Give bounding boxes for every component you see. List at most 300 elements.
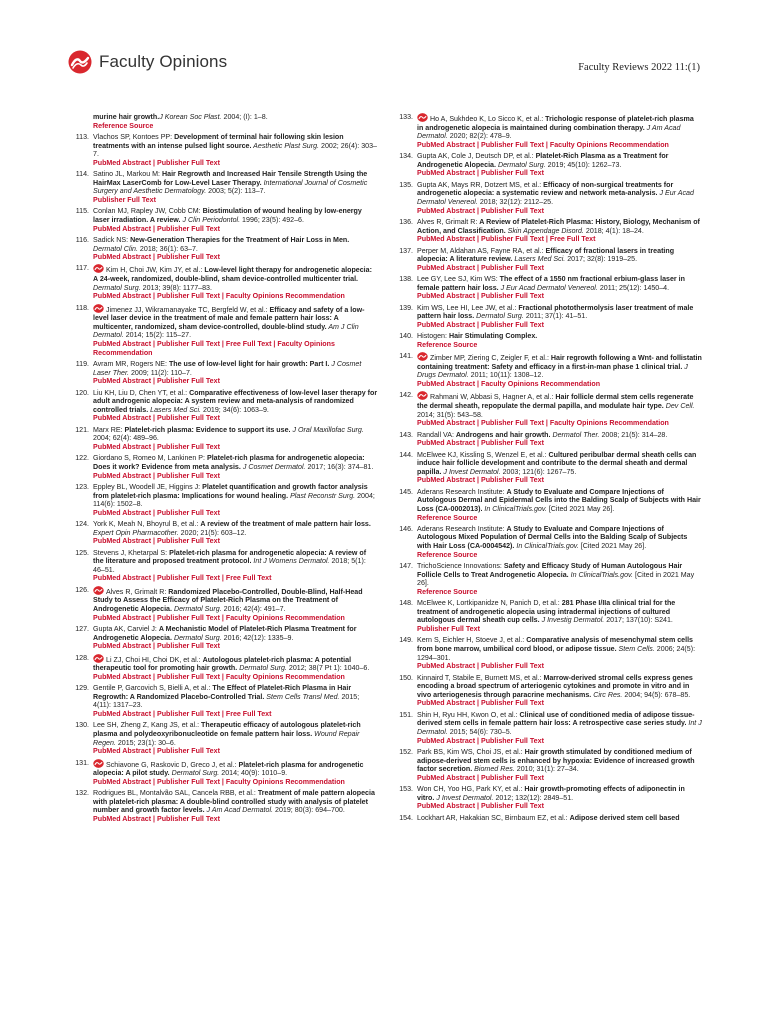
reference-title: Marrow-derived stromal cells express genes encoding a broad spectrum of arteriogenic cytokines and promote in vitro and in vivo arteriogenesis through paracrine mechanisms. bbox=[417, 673, 693, 699]
reference-authors: Vlachos SP, Kontoes PP: bbox=[93, 132, 175, 141]
reference-title: Hair follicle dermal stem cells regenerate the dermal sheath, repopulate the dermal papilla, and modulate hair type. bbox=[417, 393, 694, 410]
reference-title: Autologous platelet-rich plasma: A potential therapeutic tool for promoting hair growth. bbox=[93, 655, 352, 673]
reference-links[interactable]: PubMed Abstract | Publisher Full Text | Faculty Opinions Recommendation bbox=[93, 777, 345, 786]
reference-number: 147. bbox=[399, 562, 413, 571]
reference-source: International Journal of Cosmetic Surgery and Aesthetic Dermatology. bbox=[93, 178, 368, 196]
reference-entry bbox=[397, 785, 702, 811]
reference-authors: Gupta AK, Mays RR, Dotzert MS, et al.: bbox=[417, 180, 544, 189]
reference-authors: Zimber MP, Ziering C, Zeigler F, et al.: bbox=[430, 354, 551, 363]
reference-source: In ClinicalTrials.gov. bbox=[514, 542, 579, 551]
reference-number: 140. bbox=[399, 332, 413, 341]
reference-links[interactable]: Reference Source bbox=[417, 513, 478, 522]
reference-entry bbox=[73, 207, 378, 233]
reference-entry bbox=[73, 520, 378, 546]
reference-title: Efficacy of fractional lasers in treating alopecia: A literature review. bbox=[417, 246, 675, 264]
reference-entry bbox=[397, 152, 702, 178]
reference-number: 115. bbox=[75, 207, 89, 216]
reference-title: A Mechanistic Model of Platelet-Rich Plasma Treatment for Androgenetic Alopecia. bbox=[93, 625, 357, 642]
reference-source: Dermatol Surg. bbox=[171, 633, 222, 642]
reference-links[interactable]: PubMed Abstract | Publisher Full Text bbox=[93, 747, 220, 756]
reference-authors: Alves R, Grimalt R: bbox=[417, 217, 480, 226]
reference-number: 117. bbox=[75, 264, 89, 273]
reference-entry bbox=[73, 483, 378, 517]
references-left-column bbox=[73, 113, 378, 826]
reference-authors: Conlan MJ, Rapley JW, Cobb CM: bbox=[93, 207, 203, 216]
reference-links[interactable]: PubMed Abstract | Publisher Full Text bbox=[417, 802, 544, 811]
reference-links[interactable]: PubMed Abstract | Faculty Opinions Recommendation bbox=[417, 380, 601, 388]
references-right-column bbox=[397, 113, 702, 825]
reference-entry bbox=[397, 275, 702, 301]
reference-citation: 2012; 38(7 Pt 1): 1040–6. bbox=[286, 664, 370, 673]
reference-title: The use of low-level light for hair growth: Part I. bbox=[168, 360, 330, 369]
reference-links[interactable]: PubMed Abstract | Publisher Full Text bbox=[417, 773, 544, 782]
reference-entry bbox=[397, 488, 702, 522]
reference-links[interactable]: PubMed Abstract | Publisher Full Text bbox=[93, 158, 220, 167]
reference-source: Stem Cells Transl Med. bbox=[264, 692, 340, 701]
reference-title: New-Generation Therapies for the Treatment of Hair Loss in Men. bbox=[130, 235, 350, 244]
reference-links[interactable]: PubMed Abstract | Publisher Full Text | Faculty Opinions Recommendation bbox=[417, 419, 669, 428]
reference-number: 137. bbox=[399, 246, 413, 255]
reference-source: Lasers Med Sci. bbox=[512, 255, 566, 264]
reference-links[interactable]: PubMed Abstract | Publisher Full Text bbox=[93, 537, 220, 546]
reference-authors: Lockhart AR, Hakakian SC, Birnbaum EZ, et al.: bbox=[417, 813, 570, 822]
reference-entry bbox=[397, 352, 702, 388]
reference-title: Clinical use of conditioned media of adipose tissue-derived stem cells in female pattern hair loss: A retrospective case series study. bbox=[417, 710, 695, 728]
reference-source: J Investig Dermatol. bbox=[539, 616, 605, 625]
reference-citation: 2018; 32(12): 2112–25. bbox=[477, 197, 554, 206]
reference-number: 126. bbox=[75, 585, 89, 594]
reference-entry bbox=[397, 113, 702, 149]
reference-number: 120. bbox=[75, 388, 89, 397]
reference-authors: Kim H, Choi JW, Kim JY, et al.: bbox=[106, 266, 205, 275]
reference-source: Dermatol Ther. bbox=[550, 430, 600, 439]
reference-citation: 2015; 23(1): 30–6. bbox=[115, 738, 176, 747]
logo-text: Faculty Opinions bbox=[99, 52, 228, 71]
reference-links[interactable]: PubMed Abstract | Publisher Full Text | Faculty Opinions Recommendation bbox=[93, 292, 345, 301]
reference-authors: McElwee K, Lortkipanidze N, Panich D, et al.: bbox=[417, 599, 562, 608]
reference-citation: 2013; 39(8): 1177–83. bbox=[140, 283, 212, 292]
reference-entry bbox=[73, 789, 378, 823]
reference-source: Dermatol Surg. bbox=[93, 283, 141, 292]
reference-source: Dermatol Surg. bbox=[495, 160, 546, 169]
reference-citation: 2003; 5(2): 113–7. bbox=[206, 187, 266, 196]
reference-source: Wound Repair Regen. bbox=[93, 729, 360, 747]
reference-authors: Perper M, Aldahan AS, Fayne RA, et al.: bbox=[417, 246, 546, 255]
reference-citation: 2004; 94(5): 678–85. bbox=[622, 690, 691, 699]
reference-number: 154. bbox=[399, 813, 413, 822]
reference-number: 153. bbox=[399, 785, 413, 794]
reference-title: A Review of Platelet-Rich Plasma: History, Biology, Mechanism of Action, and Classification. bbox=[417, 217, 700, 235]
reference-title: Cultured peribulbar dermal sheath cells can induce hair follicle development and contribute to the dermal sheath and dermal papilla. bbox=[417, 450, 697, 476]
faculty-opinions-badge-icon bbox=[93, 654, 104, 663]
reference-citation: 2016; 42(4): 491–7. bbox=[221, 605, 286, 614]
reference-authors: Kim WS, Lee HI, Lee JW, et al.: bbox=[417, 303, 519, 312]
reference-source: J Eur Acad Dermatol Venereol. bbox=[417, 189, 694, 206]
reference-authors: Schiavone G, Raskovic D, Greco J, et al.: bbox=[106, 760, 239, 769]
reference-links[interactable]: Reference Source bbox=[417, 550, 478, 559]
reference-citation: 2018; 4(1): 18–24. bbox=[583, 226, 644, 235]
reference-entry bbox=[397, 562, 702, 596]
reference-citation: 2020; 21(5): 603–12. bbox=[178, 528, 247, 537]
reference-entry bbox=[397, 525, 702, 559]
reference-source: J Eur Acad Dermatol Venereol. bbox=[498, 283, 598, 292]
reference-entry bbox=[397, 247, 702, 273]
reference-entry bbox=[73, 236, 378, 262]
reference-number: 114. bbox=[75, 170, 89, 179]
reference-number: 132. bbox=[75, 789, 89, 798]
reference-authors: Li ZJ, Choi HI, Choi DK, et al.: bbox=[106, 655, 203, 664]
reference-source: Dermatol Clin. bbox=[93, 244, 138, 253]
reference-authors: Jimenez JJ, Wikramanayake TC, Bergfeld W, et al.: bbox=[106, 305, 270, 314]
reference-links[interactable]: PubMed Abstract | Publisher Full Text bbox=[417, 169, 544, 178]
journal-reference: Faculty Reviews 2022 11:(1) bbox=[578, 62, 700, 73]
reference-number: 124. bbox=[75, 520, 89, 529]
reference-source: Dev Cell. bbox=[663, 401, 695, 410]
reference-title: A review of the treatment of male pattern hair loss. bbox=[200, 520, 371, 529]
reference-source: Dermatol Surg. bbox=[169, 769, 220, 778]
reference-source: J Invest Dermatol. bbox=[434, 793, 494, 802]
reference-number: 150. bbox=[399, 673, 413, 682]
reference-entry bbox=[73, 625, 378, 651]
reference-citation: 2014; 15(2): 115–27. bbox=[123, 331, 192, 340]
reference-number: 152. bbox=[399, 747, 413, 756]
reference-links[interactable]: PubMed Abstract | Publisher Full Text | Free Full Text | Faculty Opinions Recommendation bbox=[93, 340, 335, 357]
reference-authors: Stevens J, Khetarpal S: bbox=[93, 548, 170, 557]
reference-title: Hair Stimulating Complex. bbox=[448, 332, 538, 341]
reference-title: Comparative effectiveness of low-level laser therapy for adult androgenic alopecia: A system review and meta-analysis of randomized controlled trials. bbox=[93, 388, 378, 414]
reference-entry bbox=[73, 133, 378, 167]
reference-title: Trichologic response of platelet-rich plasma in androgenetic alopecia is maintained during combination therapy. bbox=[417, 115, 694, 132]
reference-entry bbox=[73, 389, 378, 423]
reference-links[interactable]: PubMed Abstract | Publisher Full Text bbox=[417, 662, 544, 671]
reference-links[interactable]: PubMed Abstract | Publisher Full Text bbox=[93, 414, 220, 423]
reference-title: Platelet-rich plasma: Evidence to support its use. bbox=[124, 425, 291, 434]
reference-authors: Rahmani W, Abbasi S, Hagner A, et al.: bbox=[430, 393, 556, 402]
reference-citation: [Cited 2021 May 26]. bbox=[546, 504, 615, 513]
reference-title: Hair growth-promoting effects of adiponectin in vitro. bbox=[417, 785, 685, 802]
reference-entry bbox=[397, 674, 702, 708]
reference-number: 129. bbox=[75, 684, 89, 693]
reference-links[interactable]: PubMed Abstract | Publisher Full Text bbox=[93, 442, 220, 451]
reference-links[interactable]: Reference Source bbox=[417, 340, 478, 349]
reference-citation: 2011; 37(1): 41–51. bbox=[523, 312, 588, 321]
reference-citation: [Cited in 2021 May 26]. bbox=[417, 570, 695, 588]
reference-authors: Satino JL, Markou M: bbox=[93, 170, 162, 179]
reference-source: Plast Reconstr Surg. bbox=[288, 491, 356, 500]
reference-links[interactable]: PubMed Abstract | Publisher Full Text bbox=[93, 508, 220, 517]
reference-number: 133. bbox=[399, 113, 413, 121]
faculty-opinions-logo[interactable] bbox=[68, 50, 227, 74]
reference-citation: 2006; 24(5): 1294–301. bbox=[417, 645, 696, 662]
reference-citation: 2010; 31(1): 27–34. bbox=[514, 765, 579, 774]
reference-links[interactable]: PubMed Abstract | Publisher Full Text | Free Full Text bbox=[417, 235, 596, 244]
reference-citation: 1996; 23(5): 492–6. bbox=[240, 215, 304, 224]
reference-source: Expert Opin Pharmacother. bbox=[93, 528, 179, 537]
reference-number: 144. bbox=[399, 450, 413, 459]
reference-links[interactable]: PubMed Abstract | Publisher Full Text bbox=[93, 814, 220, 823]
reference-entry bbox=[397, 332, 702, 349]
reference-source: J Cosmet Laser Ther. bbox=[93, 360, 362, 377]
reference-links[interactable]: PubMed Abstract | Publisher Full Text bbox=[417, 206, 544, 215]
reference-citation: 2020; 82(2): 478–9. bbox=[447, 132, 512, 141]
reference-links[interactable]: PubMed Abstract | Publisher Full Text | Free Full Text bbox=[93, 709, 272, 718]
reference-entry bbox=[73, 586, 378, 622]
reference-citation: 2004; (I): 1–8. bbox=[221, 113, 268, 121]
reference-number: 151. bbox=[399, 710, 413, 719]
reference-authors: Alves R, Grimalt R: bbox=[106, 587, 169, 596]
reference-source: Lasers Med Sci. bbox=[148, 405, 202, 414]
reference-authors: Ho A, Sukhdeo K, Lo Sicco K, et al.: bbox=[430, 115, 546, 123]
reference-links[interactable]: PubMed Abstract | Publisher Full Text bbox=[93, 377, 220, 386]
reference-authors: Randall VA: bbox=[417, 430, 456, 439]
reference-entry bbox=[397, 814, 702, 823]
reference-authors: Marx RE: bbox=[93, 425, 125, 434]
reference-title: Hair growth stimulated by conditioned medium of adipose-derived stem cells is enhanced by hypoxia: Evidence of increased growth factor secretion. bbox=[417, 747, 695, 774]
reference-links[interactable]: PubMed Abstract | Publisher Full Text bbox=[417, 476, 544, 485]
reference-entry bbox=[73, 684, 378, 718]
reference-citation: 2008; 21(5): 314–28. bbox=[599, 430, 668, 439]
reference-title: Androgens and hair growth. bbox=[455, 430, 551, 439]
reference-source: In ClinicalTrials.gov. bbox=[482, 504, 547, 513]
reference-entry bbox=[397, 431, 702, 448]
reference-links[interactable]: PubMed Abstract | Publisher Full Text bbox=[417, 320, 544, 329]
faculty-opinions-badge-icon bbox=[93, 304, 104, 313]
reference-number: 119. bbox=[75, 360, 89, 369]
reference-links[interactable]: PubMed Abstract | Publisher Full Text | Faculty Opinions Recommendation bbox=[417, 140, 669, 149]
reference-number: 143. bbox=[399, 430, 413, 439]
reference-source: Biomed Res. bbox=[472, 765, 515, 774]
reference-title: Comparative analysis of mesenchymal stem cells from bone marrow, umbilical cord blood, or adipose tissue. bbox=[417, 636, 694, 653]
reference-citation: 2019; 34(6): 1063–9. bbox=[201, 405, 269, 414]
reference-source: In ClinicalTrials.gov. bbox=[568, 570, 634, 579]
reference-entry bbox=[73, 170, 378, 204]
reference-citation: 2018; 5(1): 46–51. bbox=[93, 557, 366, 574]
reference-authors: Liu KH, Liu D, Chen YT, et al.: bbox=[93, 388, 190, 397]
reference-source: J Invest Dermatol. bbox=[441, 467, 501, 476]
reference-citation: 2004; 114(6): 1502–8. bbox=[93, 491, 375, 509]
reference-citation: 2019; 45(10): 1262–73. bbox=[545, 160, 622, 169]
reference-number: 146. bbox=[399, 524, 413, 533]
reference-authors: Aderans Research Institute: bbox=[417, 524, 507, 533]
reference-authors: TrichoScience Innovations: bbox=[417, 562, 504, 571]
reference-links[interactable]: PubMed Abstract | Publisher Full Text | Faculty Opinions Recommendation bbox=[93, 613, 345, 622]
reference-source: J Cosmet Dermatol. bbox=[240, 462, 306, 471]
reference-source: Dermatol Surg. bbox=[474, 312, 524, 321]
reference-number: 149. bbox=[399, 636, 413, 645]
reference-entry bbox=[397, 636, 702, 670]
reference-title: Platelet-rich plasma for androgenetic alopecia: A pilot study. bbox=[93, 760, 364, 778]
reference-authors: Kern S, Eichler H, Stoeve J, et al.: bbox=[417, 636, 527, 645]
reference-citation: 2012; 132(12): 2849–51. bbox=[493, 793, 574, 802]
reference-entry bbox=[397, 748, 702, 782]
reference-entry bbox=[397, 304, 702, 330]
reference-source: J Am Acad Dermatol. bbox=[417, 123, 681, 141]
reference-authors: Sadick NS: bbox=[93, 235, 131, 244]
reference-links[interactable]: PubMed Abstract | Publisher Full Text bbox=[93, 471, 220, 480]
reference-title: Safety and Efficacy Study of Human Autologous Hair Follicle Cells to Treat Androgenetic Alopecia. bbox=[417, 562, 683, 579]
reference-authors: Kinnaird T, Stabile E, Burnett MS, et al.: bbox=[417, 673, 544, 682]
reference-entry bbox=[73, 454, 378, 480]
reference-citation: 2002; 26(4): 303–7. bbox=[93, 141, 378, 159]
reference-entry bbox=[397, 181, 702, 215]
reference-links[interactable]: PubMed Abstract | Publisher Full Text | Faculty Opinions Recommendation bbox=[93, 672, 345, 681]
reference-entry bbox=[73, 759, 378, 787]
reference-title: Randomized Placebo-Controlled, Double-Blind, Half-Head Study to Assess the Efficacy of Platelet-Rich Plasma on the Treatment of Androgenetic Alopecia. bbox=[93, 587, 363, 614]
reference-number: 125. bbox=[75, 548, 89, 557]
reference-source: Circ Res. bbox=[591, 690, 623, 699]
reference-authors: Gentile P, Garcovich S, Bielli A, et al.: bbox=[93, 684, 213, 693]
reference-links[interactable]: Publisher Full Text bbox=[417, 625, 480, 634]
reference-citation: 2016; 42(12): 1335–9. bbox=[221, 633, 294, 642]
reference-citation: 2015; 54(6): 730–5. bbox=[447, 727, 512, 736]
reference-citation: 2004; 62(4): 489–96. bbox=[93, 434, 159, 443]
reference-authors: Histogen: bbox=[417, 332, 449, 341]
reference-title: Platelet-Rich Plasma as a Treatment for Androgenetic Alopecia. bbox=[417, 152, 669, 169]
reference-number: 148. bbox=[399, 599, 413, 608]
reference-authors: McElwee KJ, Kissling S, Wenzel E, et al.: bbox=[417, 450, 549, 459]
reference-title: Biostimulation of wound healing by low-energy laser irradiation. A review. bbox=[93, 207, 362, 224]
reference-entry bbox=[73, 721, 378, 755]
reference-entry bbox=[73, 113, 378, 130]
reference-citation: 2015; 4(11): 1317–23. bbox=[93, 692, 360, 710]
reference-title: Fractional photothermolysis laser treatment of male pattern hair loss. bbox=[417, 303, 694, 321]
reference-title: The effect of a 1550 nm fractional erbium-glass laser in female pattern hair loss. bbox=[417, 275, 685, 292]
reference-source: Aesthetic Plast Surg. bbox=[251, 141, 320, 150]
reference-title: Platelet quantification and growth factor analysis from platelet-rich plasma: Implications for wound healing. bbox=[93, 482, 368, 500]
page-header bbox=[68, 46, 700, 86]
reference-links[interactable]: PubMed Abstract | Publisher Full Text bbox=[417, 292, 544, 301]
reference-title: Low-level light therapy for androgenetic alopecia: A 24-week, randomized, double-blind, sham device-controlled multicenter trial. bbox=[93, 266, 372, 284]
reference-title: Treatment of male pattern alopecia with platelet-rich plasma: A double-blind controlled study with analysis of platelet number and growth factor levels. bbox=[93, 789, 375, 815]
reference-title: Adipose derived stem cell based bbox=[569, 813, 680, 822]
reference-entry bbox=[397, 599, 702, 633]
reference-number: 145. bbox=[399, 487, 413, 496]
reference-title: Efficacy and safety of a low-level laser device in the treatment of male and female pattern hair loss: A multicenter, randomized, sham device-controlled, double-blind study. bbox=[93, 305, 365, 331]
reference-source: J Korean Soc Plast. bbox=[159, 113, 222, 121]
reference-title: 281 Phase I/IIa clinical trial for the treatment of androgenetic alopecia using intradermal injections of cultured autologous dermal sheath cup cells. bbox=[417, 599, 676, 625]
reference-authors: Park BS, Kim WS, Choi JS, et al.: bbox=[417, 747, 525, 756]
reference-number: 121. bbox=[75, 425, 89, 434]
reference-title: Hair Regrowth and Increased Hair Tensile Strength Using the HairMax LaserComb for Low-Level Laser Therapy. bbox=[93, 170, 368, 187]
reference-number: 130. bbox=[75, 721, 89, 730]
reference-links[interactable]: PubMed Abstract | Publisher Full Text bbox=[93, 253, 220, 262]
reference-title: Efficacy of non-surgical treatments for androgenetic alopecia: a systematic review and network meta-analysis. bbox=[417, 180, 674, 198]
reference-number: 116. bbox=[75, 235, 89, 244]
faculty-opinions-badge-icon bbox=[93, 759, 104, 768]
reference-entry bbox=[73, 304, 378, 358]
reference-source: J Clin Periodontol. bbox=[180, 215, 241, 224]
reference-links[interactable]: PubMed Abstract | Publisher Full Text bbox=[417, 736, 544, 745]
reference-citation: 2019; 80(3): 694–700. bbox=[273, 806, 345, 815]
reference-authors: York K, Meah N, Bhoyrul B, et al.: bbox=[93, 520, 201, 529]
reference-links[interactable]: Publisher Full Text bbox=[93, 195, 156, 204]
faculty-opinions-badge-icon bbox=[417, 391, 428, 400]
reference-authors: Gupta AK, Cole J, Deutsch DP, et al.: bbox=[417, 152, 536, 161]
reference-source: J Drugs Dermatol. bbox=[417, 362, 688, 380]
faculty-opinions-badge-icon bbox=[417, 113, 428, 122]
reference-title: murine hair growth. bbox=[93, 113, 160, 121]
reference-number: 118. bbox=[75, 303, 89, 312]
reference-number: 141. bbox=[399, 352, 413, 361]
reference-citation: 2014; 40(9): 1010–9. bbox=[219, 769, 288, 778]
reference-citation: 2017; 137(10): S241. bbox=[604, 616, 673, 625]
reference-entry bbox=[73, 549, 378, 583]
reference-number: 139. bbox=[399, 303, 413, 312]
reference-number: 136. bbox=[399, 217, 413, 226]
reference-entry bbox=[397, 218, 702, 244]
reference-title: A Study to Evaluate and Compare Injections of Autologous Mixed Population of Dermal Cells into the Balding Scalp of Subjects with Hair Loss (CA-0004542). bbox=[417, 524, 688, 551]
reference-title: The Effect of Platelet-Rich Plasma in Hair Regrowth: A Randomized Placebo-Controlled Trial. bbox=[93, 684, 352, 701]
faculty-opinions-badge-icon bbox=[93, 586, 104, 595]
reference-authors: Won CH, Yoo HG, Park KY, et al.: bbox=[417, 785, 525, 794]
reference-title: Development of terminal hair following skin lesion treatments with an intense pulsed light source. bbox=[93, 132, 344, 150]
reference-title: Platelet-rich plasma for androgenetic alopecia: A review of the literature and proposed treatment protocol. bbox=[93, 548, 367, 566]
reference-links[interactable]: PubMed Abstract | Publisher Full Text bbox=[417, 263, 544, 272]
reference-source: Int J Dermatol. bbox=[417, 719, 702, 736]
reference-entry bbox=[397, 391, 702, 427]
reference-entry bbox=[73, 264, 378, 300]
reference-number: 128. bbox=[75, 653, 89, 662]
reference-entry bbox=[73, 654, 378, 682]
reference-number: 122. bbox=[75, 454, 89, 463]
reference-citation: 2017; 16(3): 374–81. bbox=[305, 462, 374, 471]
reference-citation: 2009; 11(2): 110–7. bbox=[129, 368, 192, 377]
reference-authors: Gupta AK, Carviel J: bbox=[93, 625, 159, 634]
reference-source: Dermatol Surg. bbox=[171, 605, 222, 614]
reference-citation: [Cited 2021 May 26]. bbox=[578, 542, 647, 551]
reference-number: 113. bbox=[75, 132, 89, 141]
reference-links[interactable]: PubMed Abstract | Publisher Full Text bbox=[417, 439, 544, 448]
reference-citation: 2011; 25(12): 1450–4. bbox=[597, 283, 670, 292]
reference-links[interactable]: Reference Source bbox=[417, 587, 478, 596]
reference-source: J Am Acad Dermatol. bbox=[204, 806, 274, 815]
reference-source: Int J Womens Dermatol. bbox=[251, 557, 330, 566]
reference-citation: 2003; 121(6): 1267–75. bbox=[500, 467, 577, 476]
reference-links[interactable]: PubMed Abstract | Publisher Full Text bbox=[93, 224, 220, 233]
reference-number: 142. bbox=[399, 391, 413, 400]
reference-number: 123. bbox=[75, 482, 89, 491]
reference-authors: Giordano S, Romeo M, Lankinen P: bbox=[93, 454, 207, 463]
reference-source: Skin Appendage Disord. bbox=[505, 226, 584, 235]
reference-source: Stem Cells. bbox=[616, 645, 655, 653]
reference-title: Therapeutic efficacy of autologous platelet-rich plasma and polydeoxyribonucleotide on female pattern hair loss. bbox=[93, 721, 361, 738]
reference-source: Am J Clin Dermatol. bbox=[93, 322, 359, 340]
reference-number: 138. bbox=[399, 275, 413, 284]
reference-authors: Eppley BL, Woodell JE, Higgins J: bbox=[93, 482, 203, 491]
reference-citation: 2014; 31(5): 543–58. bbox=[417, 410, 483, 419]
reference-entry bbox=[73, 360, 378, 386]
reference-entry bbox=[397, 451, 702, 485]
reference-citation: 2017; 32(8): 1919–25. bbox=[565, 255, 638, 264]
reference-source: Dermatol Surg. bbox=[237, 664, 287, 673]
reference-links[interactable]: PubMed Abstract | Publisher Full Text | Free Full Text bbox=[93, 574, 272, 583]
reference-citation: 2018; 36(1): 63–7. bbox=[137, 244, 198, 253]
reference-entry bbox=[397, 711, 702, 745]
reference-number: 127. bbox=[75, 625, 89, 634]
reference-title: A Study to Evaluate and Compare Injections of Autologous Dermal and Epidermal Cells into the Balding Scalp of Subjects with Hair Loss (CA-0002013). bbox=[417, 487, 701, 513]
reference-number: 134. bbox=[399, 152, 413, 161]
reference-links[interactable]: PubMed Abstract | Publisher Full Text bbox=[93, 642, 220, 651]
faculty-opinions-badge-icon bbox=[417, 352, 428, 361]
reference-authors: Avram MR, Rogers NE: bbox=[93, 360, 169, 369]
reference-links[interactable]: PubMed Abstract | Publisher Full Text bbox=[417, 699, 544, 708]
reference-entry bbox=[73, 426, 378, 452]
reference-links[interactable]: Reference Source bbox=[93, 121, 154, 130]
reference-title: Platelet-rich plasma for androgenetic alopecia: Does it work? Evidence from meta analysis. bbox=[93, 454, 365, 471]
reference-authors: Rodrigues BL, Montalvão SAL, Cancela RBB, et al.: bbox=[93, 789, 258, 798]
reference-authors: Lee SH, Zheng Z, Kang JS, et al.: bbox=[93, 721, 202, 730]
reference-source: J Oral Maxillofac Surg. bbox=[290, 425, 364, 434]
